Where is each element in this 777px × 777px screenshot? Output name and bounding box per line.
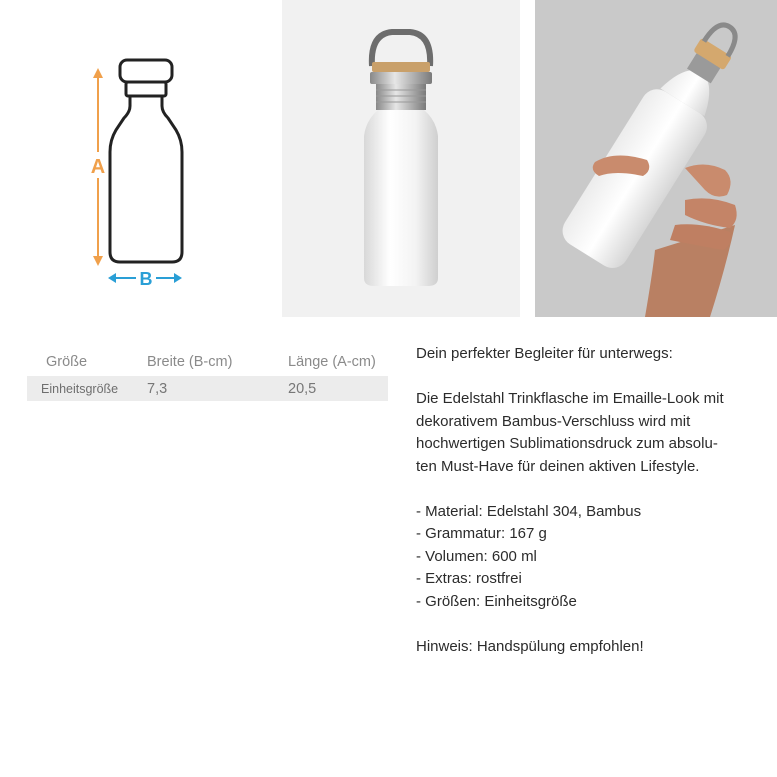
cell-width: 7,3	[147, 380, 168, 397]
cell-size: Einheitsgröße	[41, 381, 119, 396]
care-note: Hinweis: Handspülung empfohlen!	[416, 637, 644, 655]
header-width: Breite (B-cm)	[147, 353, 233, 370]
description-line: Die Edelstahl Trinkflasche im Emaille-Look mit	[416, 390, 724, 407]
description-intro: Dein perfekter Begleiter für unterwegs:	[416, 345, 673, 362]
table-row	[27, 376, 388, 401]
spec-item: - Grammatur: 167 g	[416, 525, 547, 542]
product-description	[416, 343, 766, 658]
spec-item: - Volumen: 600 ml	[416, 547, 537, 565]
size-table-header	[27, 347, 388, 376]
hand-photo	[535, 0, 777, 317]
bottle-outline-icon	[60, 40, 220, 300]
spec-item: - Extras: rostfrei	[416, 570, 522, 587]
size-diagram	[60, 40, 220, 300]
cell-length: 20,5	[288, 380, 317, 397]
spec-item: - Material: Edelstahl 304, Bambus	[416, 502, 642, 520]
description-line: hochwertigen Sublimationsdruck zum absolu-	[416, 435, 718, 452]
white-bottle-icon	[282, 0, 520, 317]
spec-item: - Größen: Einheitsgröße	[416, 592, 577, 610]
description-line: dekorativem Bambus-Verschluss wird mit	[416, 412, 691, 430]
size-table	[27, 347, 388, 401]
header-size: Größe	[46, 353, 88, 370]
dimension-a-label: A	[90, 156, 106, 178]
header-length: Länge (A-cm)	[288, 353, 376, 370]
hand-holding-bottle-icon	[535, 0, 777, 317]
dimension-b-label: B	[139, 269, 153, 289]
product-photo	[282, 0, 520, 317]
description-line: ten Must-Have für deinen aktiven Lifestyle.	[416, 457, 700, 475]
